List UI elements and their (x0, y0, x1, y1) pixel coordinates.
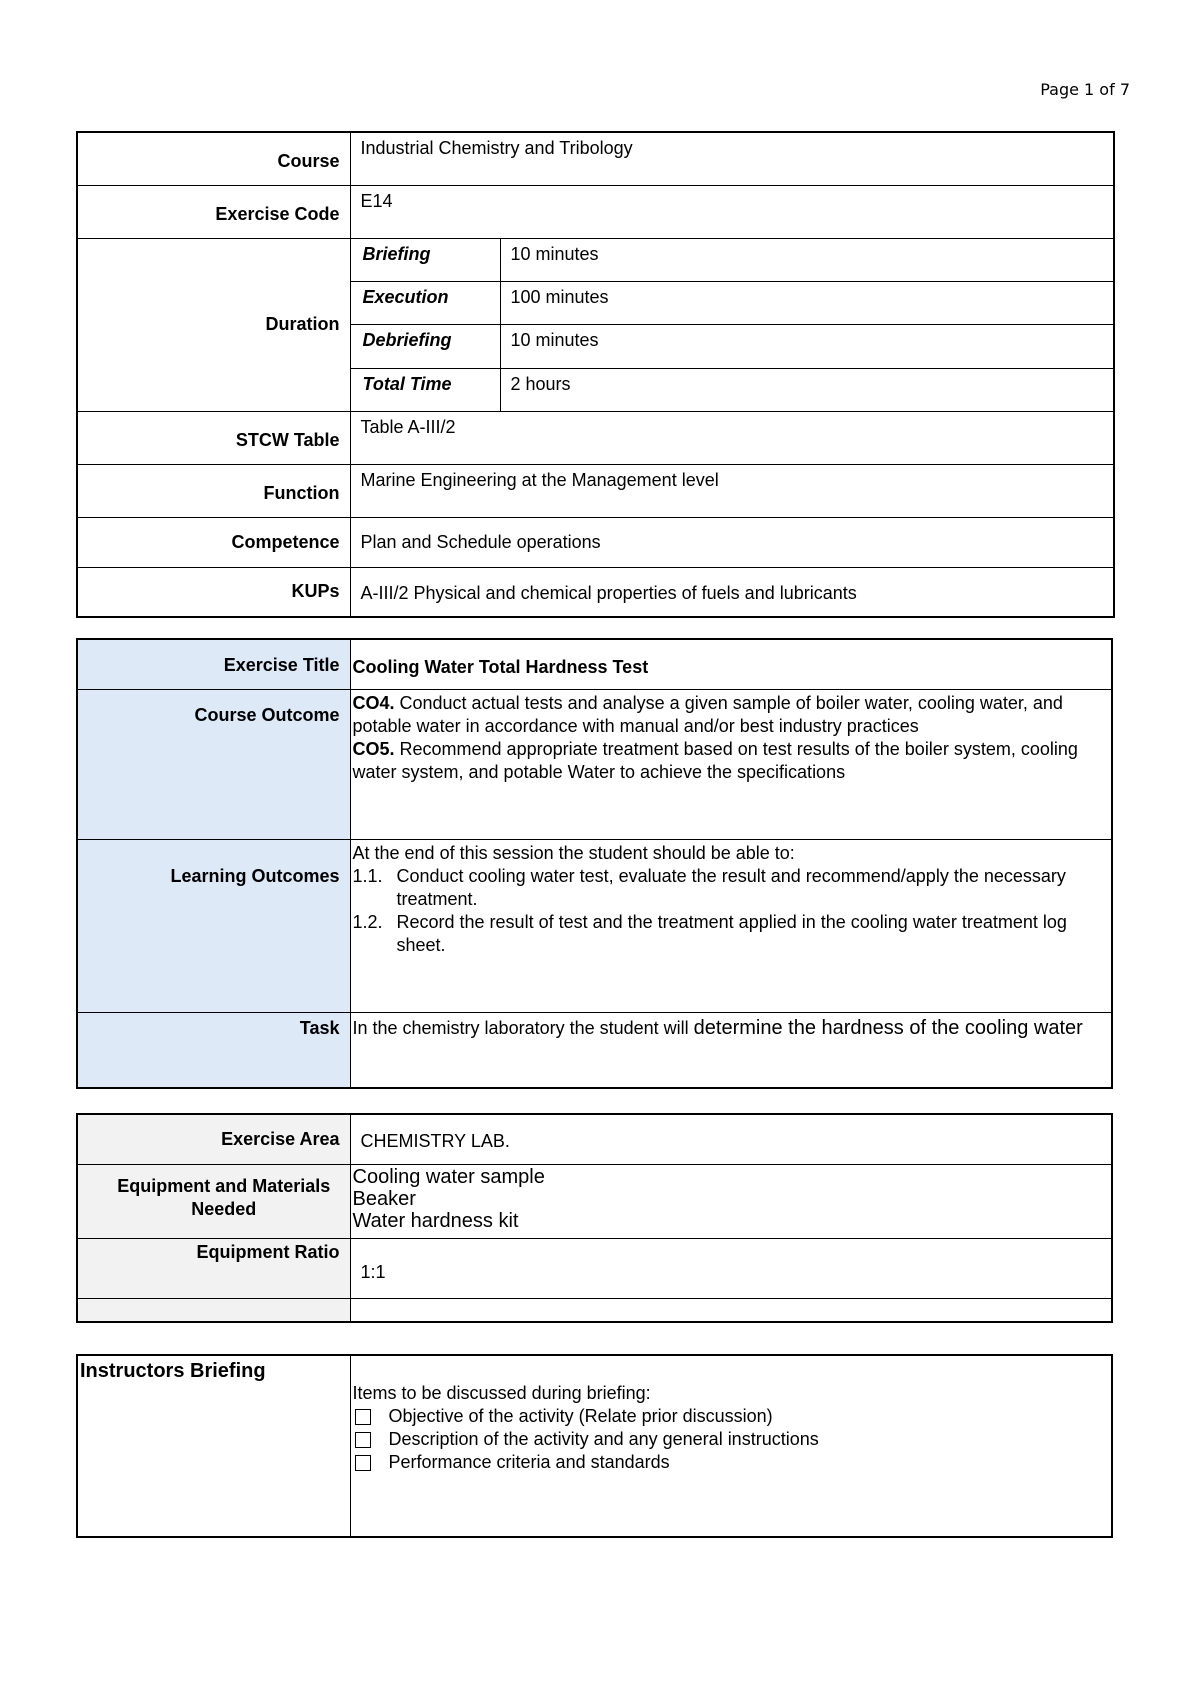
learning-outcomes-value (350, 839, 1112, 1012)
checkbox-icon[interactable] (355, 1409, 371, 1425)
empty-cell (77, 1298, 350, 1322)
co5-outcome: CO5. Recommend appropriate treatment based on test results of the boiler system, cooling water system, and potable Water to achieve the specifications (352, 738, 1078, 782)
briefing-content (350, 1355, 1112, 1537)
equipment-item: Beaker (352, 1187, 416, 1210)
kups-label: KUPs (77, 567, 350, 617)
instructors-briefing-label: Instructors Briefing (77, 1355, 350, 1537)
equipment-item: Water hardness kit (352, 1209, 519, 1232)
duration-time: 2 hours (500, 368, 1114, 411)
learning-intro: At the end of this session the student should be able to: (352, 842, 795, 863)
briefing-intro: Items to be discussed during briefing: (352, 1383, 651, 1403)
exercise-table (76, 638, 1113, 1089)
stcw-value: Table A-III/2 (350, 411, 1114, 464)
task-label: Task (77, 1012, 350, 1088)
duration-phase: Debriefing (350, 324, 500, 368)
function-label: Function (77, 464, 350, 517)
duration-time: 10 minutes (500, 238, 1114, 281)
competence-label: Competence (77, 517, 350, 567)
exercise-area-label: Exercise Area (77, 1114, 350, 1164)
competence-value: Plan and Schedule operations (350, 517, 1114, 567)
empty-cell (350, 1298, 1112, 1322)
exercise-title-value: Cooling Water Total Hardness Test (350, 639, 1112, 689)
course-outcome-value (350, 689, 1112, 839)
learning-outcomes-label: Learning Outcomes (77, 839, 350, 1012)
learning-item: 1.1. Conduct cooling water test, evaluate the result and recommend/apply the necessary treatment. (352, 865, 1066, 909)
equipment-ratio-value: 1:1 (350, 1238, 1112, 1298)
equipment-item: Cooling water sample (352, 1165, 545, 1188)
learning-item: 1.2. Record the result of test and the treatment applied in the cooling water treatment log sheet. (352, 911, 1067, 955)
exercise-title-label: Exercise Title (77, 639, 350, 689)
equipment-table (76, 1113, 1113, 1323)
duration-phase: Briefing (350, 238, 500, 281)
co4-outcome: CO4. Conduct actual tests and analyse a given sample of boiler water, cooling water, and potable water in accordance with manual and/or best industry practices (352, 692, 1063, 736)
duration-label: Duration (77, 238, 350, 411)
equipment-ratio-label: Equipment Ratio (77, 1238, 350, 1298)
equipment-label: Equipment and Materials Needed (77, 1164, 350, 1238)
duration-time: 100 minutes (500, 281, 1114, 324)
exercise-area-value: CHEMISTRY LAB. (350, 1114, 1112, 1164)
kups-value: A-III/2 Physical and chemical properties of fuels and lubricants (350, 567, 1114, 617)
stcw-label: STCW Table (77, 411, 350, 464)
page-number: Page 1 of 7 (1040, 80, 1130, 99)
duration-phase: Execution (350, 281, 500, 324)
course-label: Course (77, 132, 350, 185)
briefing-item: Performance criteria and standards (353, 1451, 1112, 1474)
exercise-code-value: E14 (350, 185, 1114, 238)
task-value: In the chemistry laboratory the student will determine the hardness of the cooling water (350, 1012, 1112, 1088)
course-value: Industrial Chemistry and Tribology (350, 132, 1114, 185)
briefing-table (76, 1354, 1113, 1538)
duration-phase: Total Time (350, 368, 500, 411)
checkbox-icon[interactable] (355, 1432, 371, 1448)
duration-time: 10 minutes (500, 324, 1114, 368)
briefing-item: Description of the activity and any general instructions (353, 1428, 1112, 1451)
checkbox-icon[interactable] (355, 1455, 371, 1471)
function-value: Marine Engineering at the Management level (350, 464, 1114, 517)
course-outcome-label: Course Outcome (77, 689, 350, 839)
course-info-table (76, 131, 1115, 618)
briefing-item: Objective of the activity (Relate prior discussion) (353, 1405, 1112, 1428)
exercise-code-label: Exercise Code (77, 185, 350, 238)
equipment-list (350, 1164, 1112, 1238)
